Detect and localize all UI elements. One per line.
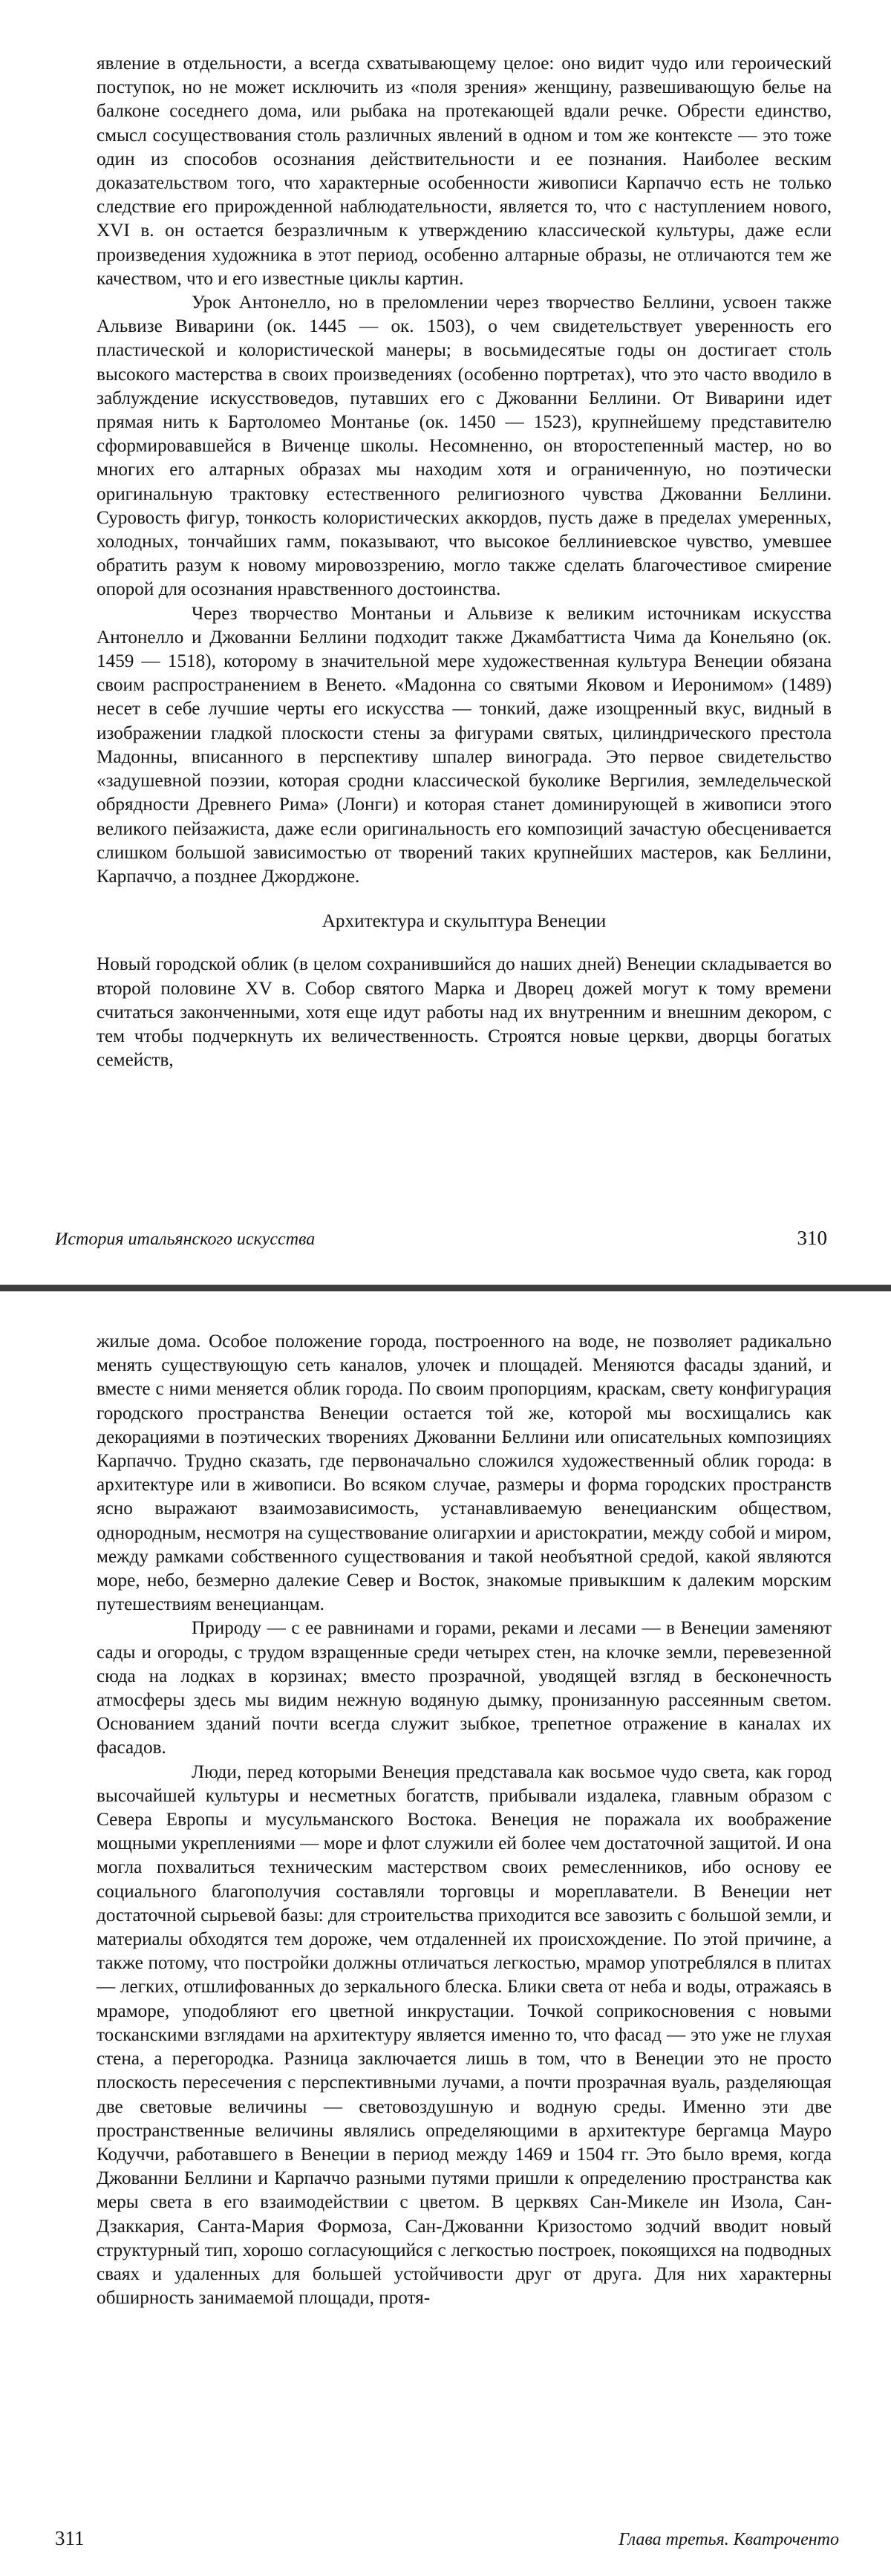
page-311 bbox=[0, 1291, 891, 2576]
page-310-body bbox=[97, 52, 832, 1072]
page-310 bbox=[0, 0, 891, 1285]
running-title: История итальянского искусства bbox=[55, 1230, 316, 1249]
paragraph: Природу — с ее равнинами и горами, реками и лесами — в Венеции заменяют сады и огороды, с трудом взращенные среди четырех стен, на клочке земли, перевезенной сюда на лодках в корзинах; вместо прозрачной, уводящей взгляд в бесконечность атмосферы здесь мы видим нежную водяную дымку, пронизанную рассеянным светом. Основанием зданий почти всегда служит зыбкое, трепетное отражение в каналах их фасадов. bbox=[97, 1618, 832, 1758]
page-divider bbox=[0, 1285, 891, 1291]
page-number: 310 bbox=[797, 1227, 827, 1249]
paragraph: жилые дома. Особое положение города, построенного на воде, не позволяет радикально менять существующую сеть каналов, улочек и площадей. Меняются фасады зданий, и вместе с ними меняется облик города. По своим пропорциям, краскам, свету конфигурация городского пространства Венеции остается той же, которой мы восхищались как декорациями в поэтических творениях Джованни Беллини или описательных композициях Карпаччо. Трудно сказать, где первоначально сложился художественный облик города: в архитектуре или в живописи. Во всяком случае, размеры и форма городских пространств ясно выражают взаимозависимость, устанавливаемую венецианским обществом, однородным, несмотря на существование олигархии и аристократии, между собой и миром, между рамками собственного существования и такой необъятной средой, какой являются море, небо, безмерно далекие Север и Восток, знакомые привыкшим к далеким морским путешествиям венецианцам. bbox=[97, 1331, 832, 1615]
paragraph: явление в отдельности, а всегда схватывающему целое: оно видит чудо или героический поступок, но не может исключить из «поля зрения» женщину, развешивающую белье на балконе соседнего дома, или рыбака на протекающей вдали речке. Обрести единство, смысл сосуществования столь различных явлений в одном и том же контексте — это тоже один из способов осознания действительности и ее познания. Наиболее веским доказательством того, что характерные особенности живописи Карпаччо есть не только следствие его прирожденной наблюдательности, является то, что с наступлением нового, XVI в. он остается безразличным к утверждению классической культуры, даже если произведения художника в этот период, особенно алтарные образы, не отличаются тем же качеством, что и его известные циклы картин. bbox=[97, 53, 832, 289]
page-number: 311 bbox=[55, 2527, 85, 2549]
page-311-body bbox=[97, 1330, 832, 2310]
section-heading: Архитектура и скульптура Венеции bbox=[322, 911, 607, 932]
paragraph: Новый городской облик (в целом сохранившийся до наших дней) Венеции складывается во второй половине XV в. Собор святого Марка и Дворец дожей могут к тому времени считаться законченными, хотя еще идут работы над их внутренним и внешним декором, с тем чтобы подчеркнуть их величественность. Строятся новые церкви, дворцы богатых семейств, bbox=[97, 954, 832, 1071]
running-title: Глава третья. Кватроченто bbox=[619, 2530, 839, 2549]
page-footer bbox=[0, 2517, 891, 2576]
paragraph: Урок Антонелло, но в преломлении через творчество Беллини, усвоен также Альвизе Виварини (ок. 1445 — ок. 1503), о чем свидетельствует уверенность его пластической и колористической манеры; в восьмидесятые годы он достигает столь высокого мастерства в своих произведениях (особенно портретах), что это часто вводило в заблуждение искусствоведов, путавших его с Джованни Беллини. От Виварини идет прямая нить к Бартоломео Монтанье (ок. 1450 — 1523), крупнейшему представителю сформировавшейся в Виченце школы. Несомненно, он второстепенный мастер, но во многих его алтарных образах мы находим хотя и ограниченную, но поэтически оригинальную трактовку естественного религиозного чувства Джованни Беллини. Суровость фигур, тонкость колористических аккордов, пусть даже в пределах умеренных, холодных, тончайших гамм, показывают, что высокое беллиниевское чувство, умевшее обратить разум к новому мировоззрению, могло также сделать благочестивое смирение опорой для осознания нравственного достоинства. bbox=[97, 293, 832, 600]
page-footer bbox=[0, 1196, 891, 1285]
paragraph: Люди, перед которыми Венеция представала как восьмое чудо света, как город высочайшей культуры и несметных богатств, прибывали издалека, главным образом с Севера Европы и мусульманского Востока. Венеция не поражала их воображение мощными укреплениями — море и флот служили ей более чем достаточной защитой. И она могла похвалиться техническим мастерством своих ремесленников, ибо основу ее социального благополучия составляли торговцы и мореплаватели. В Венеции нет достаточной сырьевой базы: для строительства приходится все завозить с большой земли, и материалы обходятся тем дороже, чем отдаленней их происхождение. По этой причине, а также потому, что постройки должны отличаться легкостью, мрамор употреблялся в плитах — легких, отшлифованных до зеркального блеска. Блики света от неба и воды, отражаясь в мраморе, уподобляют его цветной инкрустации. Точкой соприкосновения с новыми тосканскими взглядами на архитектуру является именно то, что фасад — это уже не глухая стена, а перегородка. Разница заключается лишь в том, что в Венеции это не просто плоскость пересечения с перспективными лучами, а почти прозрачная вуаль, разделяющая две световые величины — световоздушную и водную среды. Именно эти две пространственные величины являлись определяющими в архитектуре бергамца Мауро Кодуччи, работавшего в Венеции в период между 1469 и 1504 гг. Это было время, когда Джованни Беллини и Карпаччо разными путями пришли к определению пространства как меры света в его взаимодействии с цветом. В церквях Сан-Микеле ин Изола, Сан-Дзаккария, Санта-Мария Формоза, Сан-Джованни Кризостомо зодчий вводит новый структурный тип, хорошо согласующийся с легкостью построек, покоящихся на подводных сваях и удаленных для большей устойчивости друг от друга. Для них характерны обширность занимаемой площади, протя- bbox=[97, 1761, 832, 2309]
paragraph: Через творчество Монтаньи и Альвизе к великим источникам искусства Антонелло и Джованни Беллини подходит также Джамбаттиста Чима да Конельяно (ок. 1459 — 1518), которому в значительной мере художественная культура Венеции обязана своим распространением в Венето. «Мадонна со святыми Яковом и Иеронимом» (1489) несет в себе лучшие черты его искусства — тонкий, даже изощренный вкус, видный в изображении гладкой плоскости стены за фигурами святых, цилиндрического престола Мадонны, вписанного в перспективу шпалер винограда. Это первое свидетельство «задушевной поэзии, которая сродни классической буколике Вергилия, земледельческой обрядности Древнего Рима» (Лонги) и которая станет доминирующей в живописи этого великого пейзажиста, даже если оригинальность его композиций зачастую обесценивается слишком большой зависимостью от творений таких крупнейших мастеров, как Беллини, Карпаччо, а позднее Джорджоне. bbox=[97, 603, 832, 887]
